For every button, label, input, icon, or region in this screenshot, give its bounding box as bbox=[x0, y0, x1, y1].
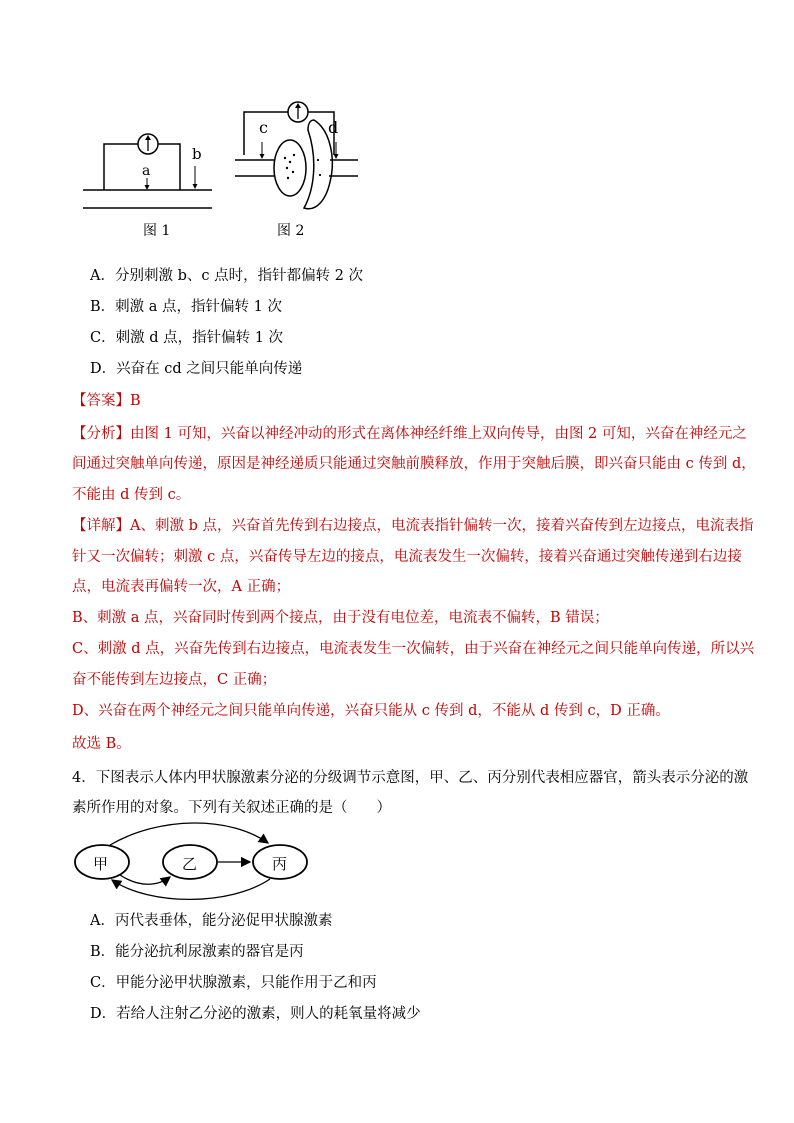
q4-node-bing: 丙 bbox=[272, 855, 288, 873]
q4-stem-line-1: 4．下图表示人体内甲状腺激素分泌的分级调节示意图，甲、乙、丙分别代表相应器官，箭头表示分泌的激 bbox=[72, 770, 749, 786]
figure-2-caption: 图 2 bbox=[277, 223, 305, 239]
q3-option-a: A．分别刺激 b、c 点时，指针都偏转 2 次 bbox=[90, 268, 364, 284]
q3-analysis-line-1: 【分析】由图 1 可知，兴奋以神经冲动的形式在离体神经纤维上双向传导，由图 2 可知，兴奋在神经元之 bbox=[72, 426, 747, 442]
q3-detail-line-3: 点，电流表再偏转一次，A 正确； bbox=[72, 579, 291, 595]
q3-detail-line-1: 【详解】A、刺激 b 点，兴奋首先传到右边接点，电流表指针偏转一次，接着兴奋传到左边接点，电流表指 bbox=[72, 518, 754, 534]
q3-analysis-line-2: 间通过突触单向传递，原因是神经递质只能通过突触前膜释放，作用于突触后膜，即兴奋只能由 c 传到 d， bbox=[72, 456, 756, 472]
q4-stem-line-2: 素所作用的对象。下列有关叙述正确的是（ ） bbox=[72, 800, 391, 816]
q3-option-b: B．刺激 a 点，指针偏转 1 次 bbox=[90, 299, 282, 315]
q3-detail-line-4: B、刺激 a 点，兴奋同时传到两个接点，由于没有电位差，电流表不偏转，B 错误； bbox=[72, 610, 609, 626]
figure-1-label-a: a bbox=[142, 163, 151, 179]
figure-2-label-c: c bbox=[259, 118, 268, 137]
q3-option-d: D．兴奋在 cd 之间只能单向传递 bbox=[90, 361, 303, 377]
q3-analysis-line-3: 不能由 d 传到 c。 bbox=[72, 487, 191, 503]
figure-1-label-b: b bbox=[192, 145, 202, 163]
q4-option-b: B．能分泌抗利尿激素的器官是丙 bbox=[90, 944, 304, 960]
q4-node-yi: 乙 bbox=[182, 855, 198, 873]
figure-2-label-d: d bbox=[328, 118, 339, 137]
q3-detail-line-5: C、刺激 d 点，兴奋先传到右边接点，电流表发生一次偏转，由于兴奋在神经元之间只能单向传递，所以兴 bbox=[72, 641, 755, 657]
q4-option-a: A．丙代表垂体，能分泌促甲状腺激素 bbox=[90, 913, 333, 929]
q4-option-d: D．若给人注射乙分泌的激素，则人的耗氧量将减少 bbox=[90, 1006, 421, 1022]
q3-detail-line-2: 针又一次偏转；刺激 c 点，兴奋传导左边的接点，电流表发生一次偏转，接着兴奋通过突触传递到右边接 bbox=[72, 549, 742, 565]
q3-detail-line-6: 奋不能传到左边接点，C 正确； bbox=[72, 672, 277, 688]
q3-conclusion: 故选 B。 bbox=[72, 736, 131, 752]
figure-2-diagram bbox=[232, 100, 362, 215]
figure-1-caption: 图 1 bbox=[143, 223, 171, 239]
q3-option-c: C．刺激 d 点，指针偏转 1 次 bbox=[90, 330, 284, 346]
q3-detail-line-7: D、兴奋在两个神经元之间只能单向传递，兴奋只能从 c 传到 d，不能从 d 传到 c，D 正确。 bbox=[72, 703, 670, 719]
q4-node-jia: 甲 bbox=[93, 855, 109, 873]
q4-option-c: C．甲能分泌甲状腺激素，只能作用于乙和丙 bbox=[90, 975, 377, 991]
q3-answer: 【答案】B bbox=[72, 393, 141, 409]
